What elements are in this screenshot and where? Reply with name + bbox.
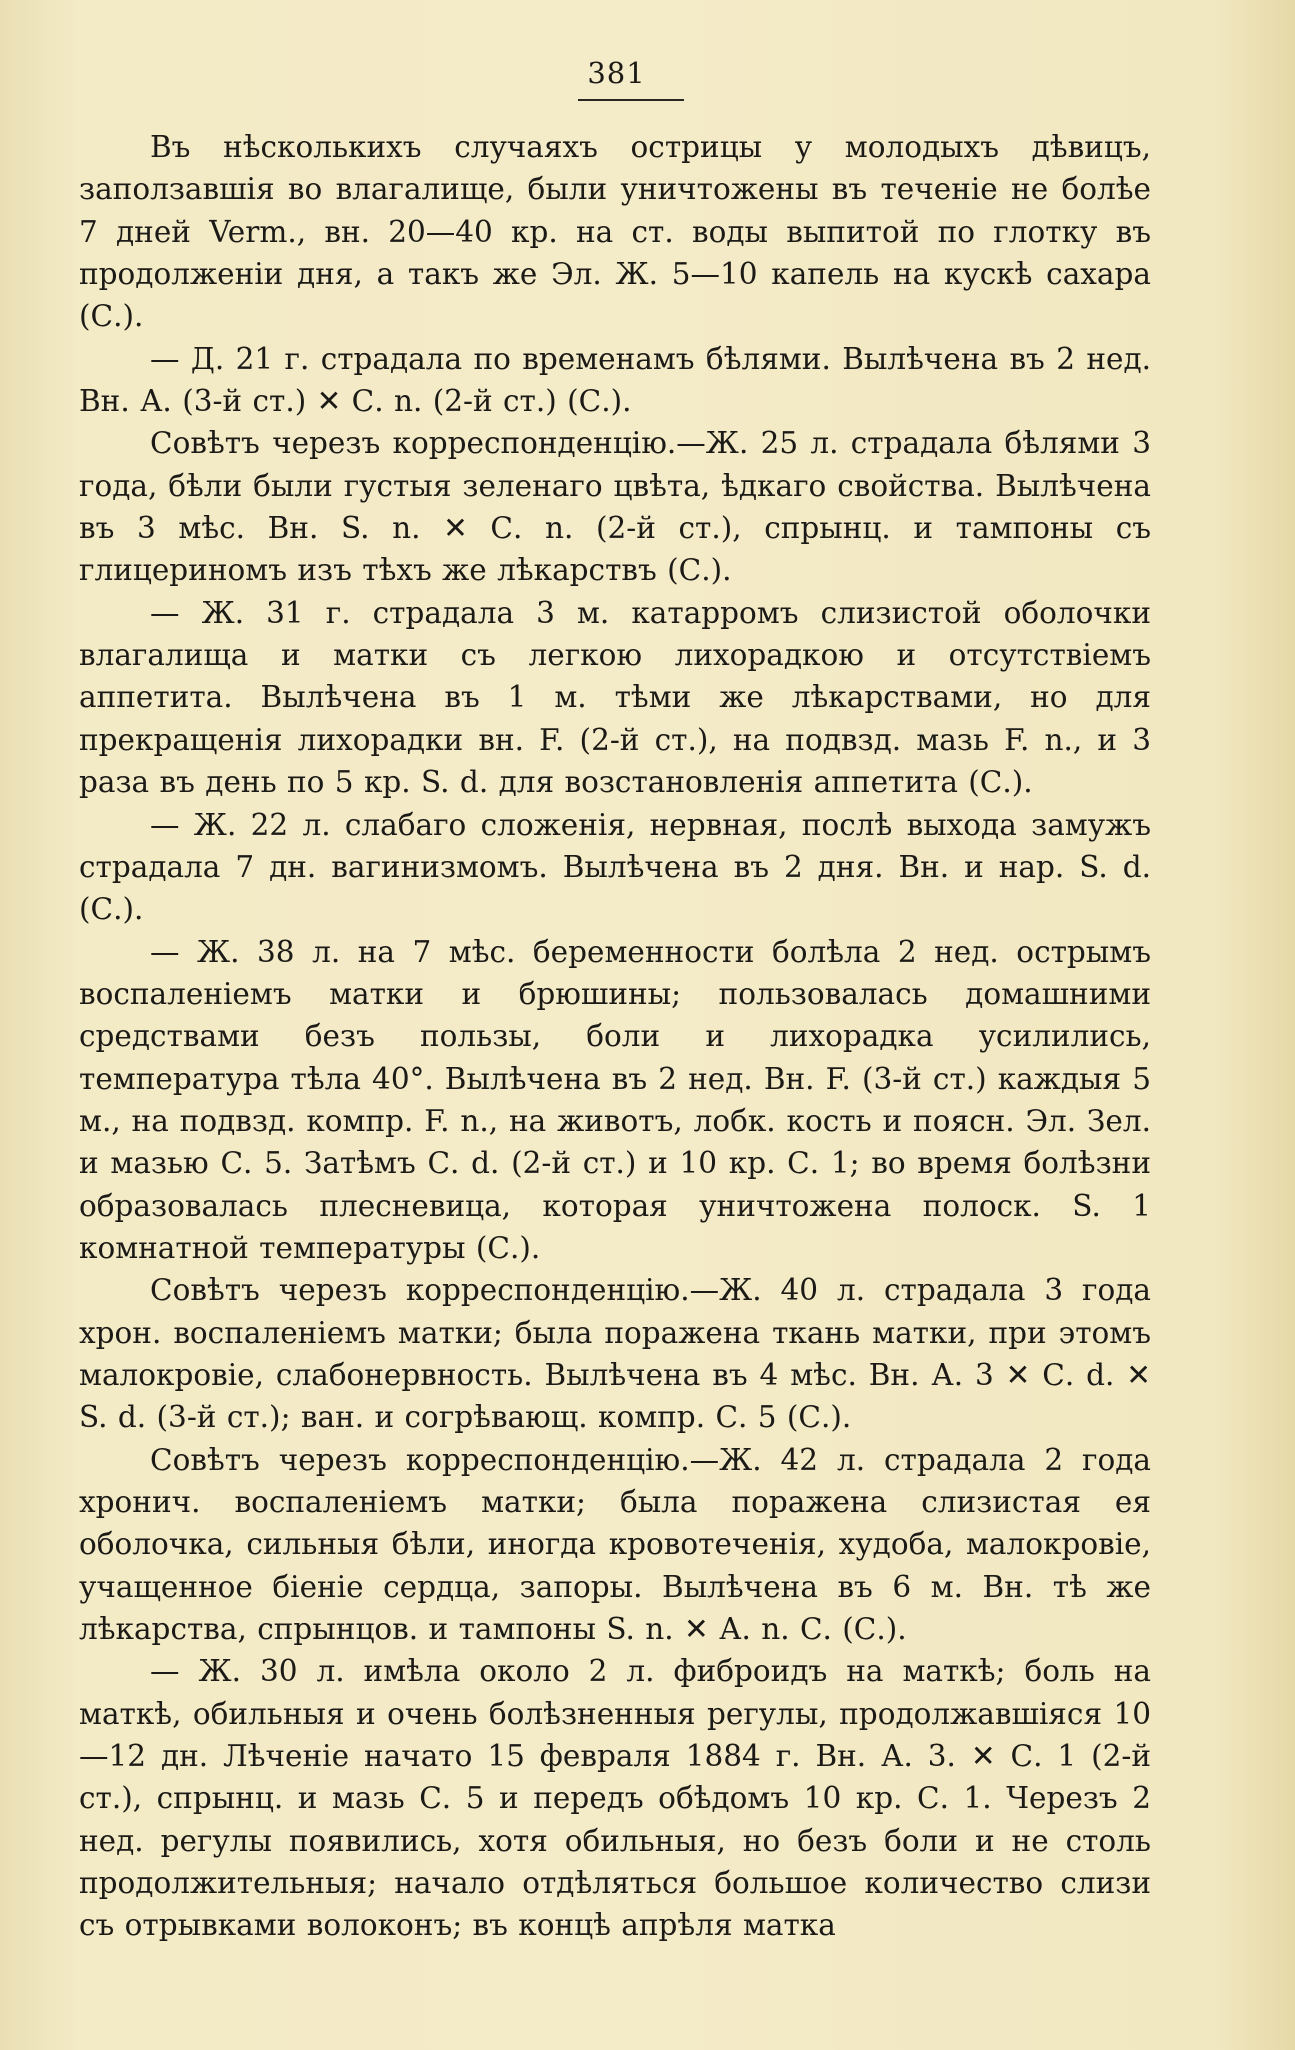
paragraph: Совѣтъ черезъ корреспонденцію.—Ж. 40 л. страдала 3 года хрон. воспаленіемъ матки; была поражена ткань матки, при этомъ малокровіе, слабонервность. Вылѣчена въ 4 мѣс. Вн. А. 3 ✕ С. d. ✕ S. d. (3-й ст.); ван. и согрѣвающ. компр. С. 5 (С.). <box>79 1273 1151 1435</box>
page-number: 381 <box>587 56 646 90</box>
paragraph: — Д. 21 г. страдала по временамъ бѣлями. Вылѣчена въ 2 нед. Вн. А. (3-й ст.) ✕ С. n. (2-й ст.) (С.). <box>79 341 1151 419</box>
paragraph: — Ж. 38 л. на 7 мѣс. беременности болѣла 2 нед. острымъ воспаленіемъ матки и брюшины; пользовалась домашними средствами безъ пользы, боли и лихорадка усилились, температура тѣла 40°. Вылѣчена въ 2 нед. Вн. F. (3-й ст.) каждыя 5 м., на подвзд. компр. F. n., на животъ, лобк. кость и поясн. Эл. Зел. и мазью С. 5. Затѣмъ С. d. (2-й ст.) и 10 кр. С. 1; во время болѣзни образовалась плесневица, которая уничтожена полоск. S. 1 комнатной температуры (С.). <box>79 934 1151 1265</box>
paragraph: — Ж. 30 л. имѣла около 2 л. фиброидъ на маткѣ; боль на маткѣ, обильныя и очень болѣзненныя регулы, продолжавшіяся 10—12 дн. Лѣченіе начато 15 февраля 1884 г. Вн. А. 3. ✕ С. 1 (2-й ст.), спрынц. и мазь С. 5 и передъ обѣдомъ 10 кр. С. 1. Черезъ 2 нед. регулы появились, хотя обильныя, но безъ боли и не столь продолжительныя; начало отдѣляться большое количество слизи съ отрывками волоконъ; въ концѣ апрѣля матка <box>79 1654 1151 1943</box>
header-rule <box>578 99 684 101</box>
paragraph: Совѣтъ черезъ корреспонденцію.—Ж. 25 л. страдала бѣлями 3 года, бѣли были густыя зеленаго цвѣта, ѣдкаго свойства. Вылѣчена въ 3 мѣс. Вн. S. n. ✕ С. n. (2-й ст.), спрынц. и тампоны съ глицериномъ изъ тѣхъ же лѣкарствъ (С.). <box>79 426 1151 588</box>
paragraph: Совѣтъ черезъ корреспонденцію.—Ж. 42 л. страдала 2 года хронич. воспаленіемъ матки; была поражена слизистая ея оболочка, сильныя бѣли, иногда кровотеченія, худоба, малокровіе, учащенное біеніе сердца, запоры. Вылѣчена въ 6 м. Вн. тѣ же лѣкарства, спрынцов. и тампоны S. n. ✕ А. n. С. (С.). <box>79 1442 1151 1647</box>
page-body <box>79 126 1151 1947</box>
paragraph: — Ж. 31 г. страдала 3 м. катарромъ слизистой оболочки влагалища и матки съ легкою лихорадкою и отсутствіемъ аппетита. Вылѣчена въ 1 м. тѣми же лѣкарствами, но для прекращенія лихорадки вн. F. (2-й ст.), на подвзд. мазь F. n., и 3 раза въ день по 5 кр. S. d. для возстановленія аппетита (С.). <box>79 595 1151 800</box>
paragraph: — Ж. 22 л. слабаго сложенія, нервная, послѣ выхода замужъ страдала 7 дн. вагинизмомъ. Вылѣчена въ 2 дня. Вн. и нар. S. d. (С.). <box>79 807 1151 927</box>
paragraph: Въ нѣсколькихъ случаяхъ острицы у молодыхъ дѣвицъ, заползавшія во влагалище, были уничтожены въ теченіе не болѣе 7 дней Verm., вн. 20—40 кр. на ст. воды выпитой по глотку въ продолженіи дня, а такъ же Эл. Ж. 5—10 капель на кускѣ сахара (С.). <box>79 130 1151 334</box>
